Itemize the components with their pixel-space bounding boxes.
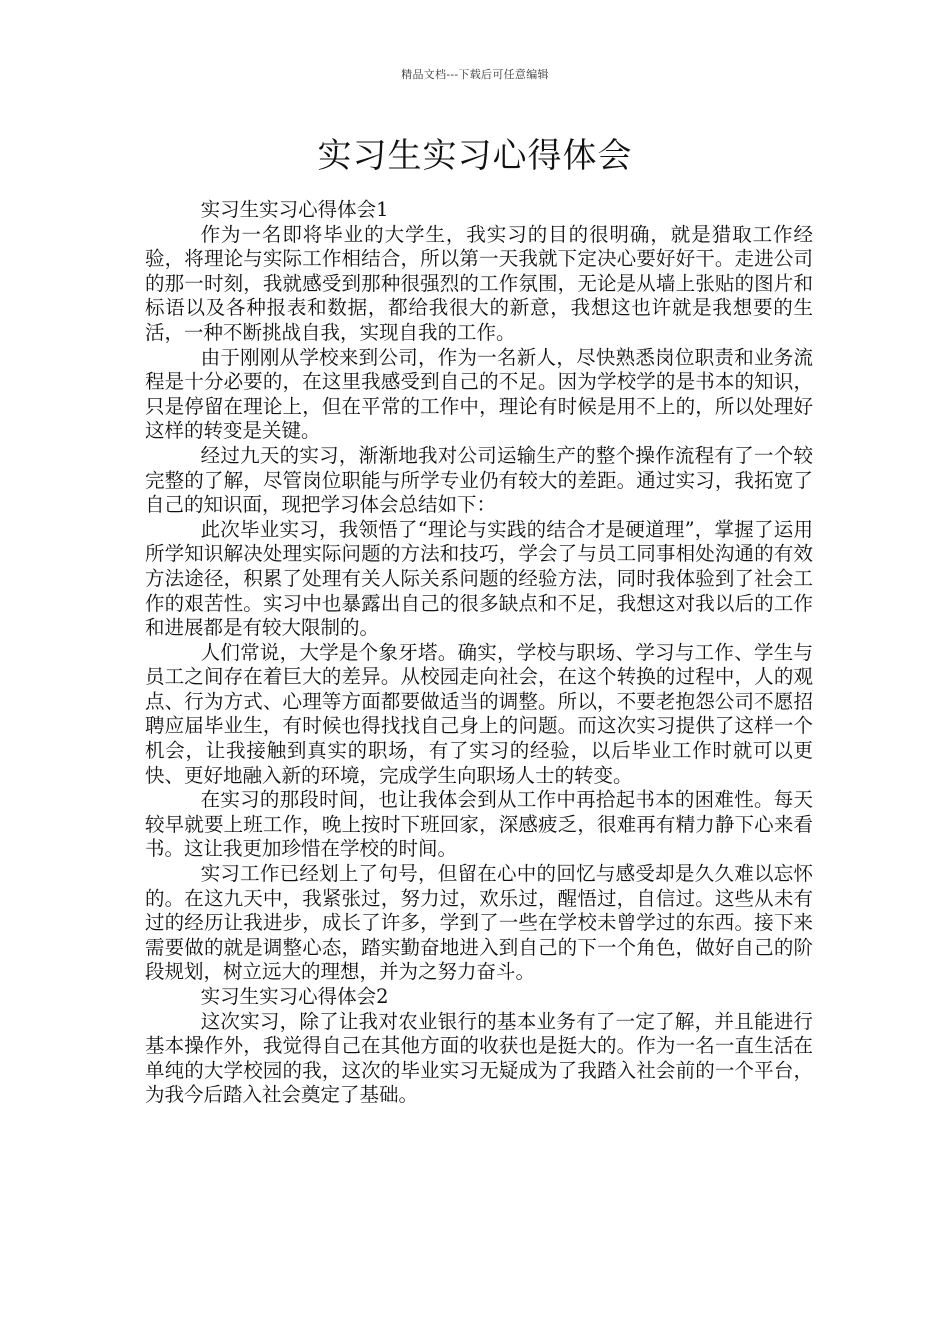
paragraph: 人们常说，大学是个象牙塔。确实，学校与职场、学习与工作、学生与员工之间存在着巨大的差异。从校园走向社会，在这个转换的过程中，人的观点、行为方式、心理等方面都要做适当的调整。所以，不要老抱怨公司不愿招聘应届毕业生，有时候也得找找自己身上的问题。而这次实习提供了这样一个机会，让我接触到真实的职场，有了实习的经验，以后毕业工作时就可以更快、更好地融入新的环境，完成学生向职场人士的转变。	[145, 640, 813, 787]
section-heading-1: 实习生实习心得体会1	[200, 198, 389, 221]
document-title: 实习生实习心得体会	[317, 136, 633, 176]
paragraph: 由于刚刚从学校来到公司，作为一名新人，尽快熟悉岗位职责和业务流程是十分必要的，在这里我感受到自己的不足。因为学校学的是书本的知识，只是停留在理论上，但在平常的工作中，理论有时候是用不上的，所以处理好这样的转变是关键。	[145, 345, 813, 443]
paragraph: 实习工作已经划上了句号，但留在心中的回忆与感受却是久久难以忘怀的。在这九天中，我紧张过，努力过，欢乐过，醒悟过，自信过。这些从未有过的经历让我进步，成长了许多，学到了一些在学校未曾学过的东西。接下来需要做的就是调整心态，踏实勤奋地进入到自己的下一个角色，做好自己的阶段规划，树立远大的理想，并为之努力奋斗。	[145, 862, 813, 984]
paragraph: 在实习的那段时间，也让我体会到从工作中再拾起书本的困难性。每天较早就要上班工作，晚上按时下班回家，深感疲乏，很难再有精力静下心来看书。这让我更加珍惜在学校的时间。	[145, 788, 813, 861]
paragraph: 经过九天的实习，渐渐地我对公司运输生产的整个操作流程有了一个较完整的了解，尽管岗位职能与所学专业仍有较大的差距。通过实习，我拓宽了自己的知识面，现把学习体会总结如下：	[145, 443, 813, 517]
paragraph: 作为一名即将毕业的大学生，我实习的目的很明确，就是猎取工作经验，将理论与实际工作相结合，所以第一天我就下定决心要好好干。走进公司的那一时刻，我就感受到那种很强烈的工作氛围，无论是从墙上张贴的图片和标语以及各种报表和数据，都给我很大的新意，我想这也许就是我想要的生活，一种不断挑战自我，实现自我的工作。	[145, 222, 813, 344]
section-heading-2: 实习生实习心得体会2	[200, 985, 389, 1008]
paragraph: 这次实习，除了让我对农业银行的基本业务有了一定了解，并且能进行基本操作外，我觉得自己在其他方面的收获也是挺大的。作为一名一直生活在单纯的大学校园的我，这次的毕业实习无疑成为了我踏入社会前的一个平台，为我今后踏入社会奠定了基础。	[145, 1009, 813, 1107]
document-body	[145, 198, 813, 1108]
paragraph: 此次毕业实习，我领悟了“理论与实践的结合才是硬道理”，掌握了运用所学知识解决处理实际问题的方法和技巧，学会了与员工同事相处沟通的有效方法途径，积累了处理有关人际关系问题的经验方法，同时我体验到了社会工作的艰苦性。实习中也暴露出自己的很多缺点和不足，我想这对我以后的工作和进展都是有较大限制的。	[145, 517, 813, 640]
header-note: 精品文档---下载后可任意编辑	[401, 68, 549, 81]
